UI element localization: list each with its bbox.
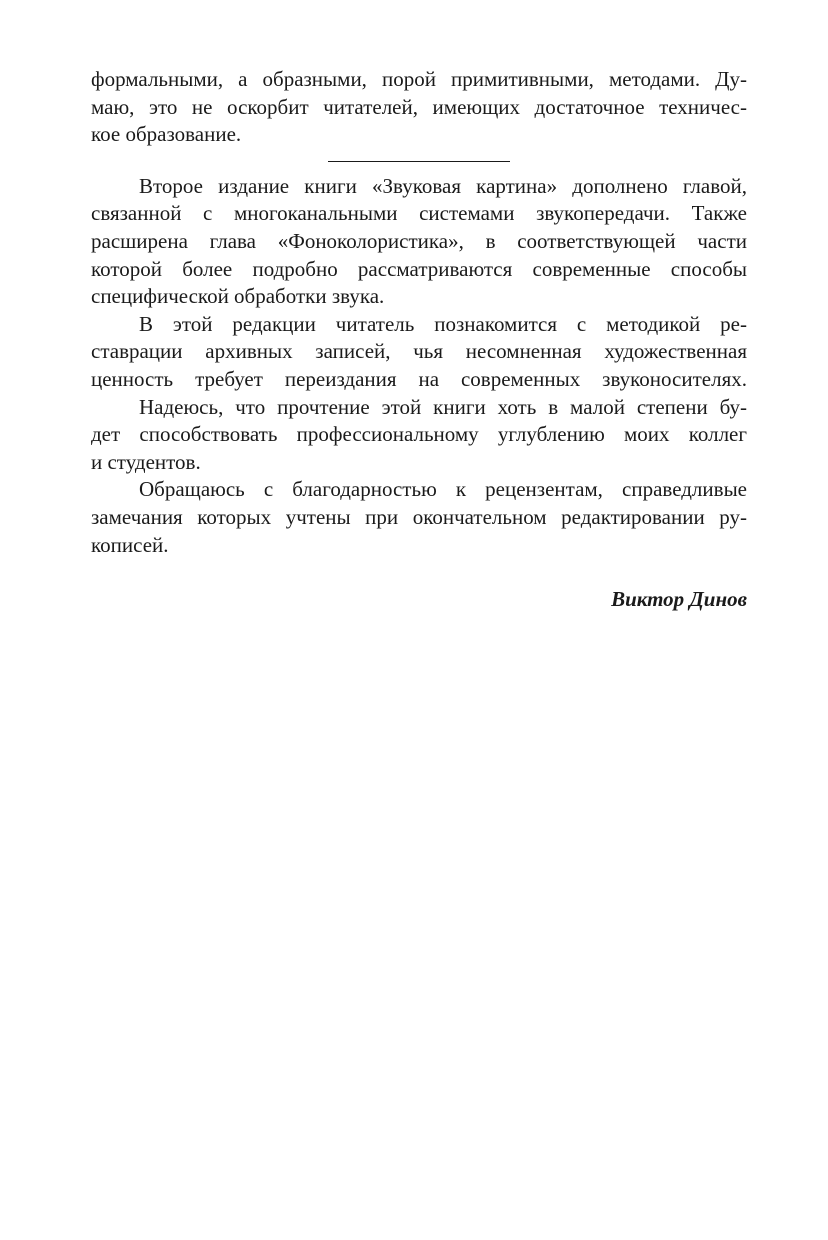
paragraph <box>91 476 747 559</box>
text-line: дет способствовать профессиональному углублению моих коллег <box>91 422 747 447</box>
text-line: ставрации архивных записей, чья несомненная художественная <box>91 339 747 364</box>
text-line: которой более подробно рассматриваются современные способы <box>91 256 747 281</box>
author-signature: Виктор Динов <box>611 587 747 612</box>
text-line: расширена глава «Фоноколористика», в соответствующей части <box>91 228 747 253</box>
text-line: кое образование. <box>91 122 242 147</box>
text-line: ценность требует переиздания на современных звуконосителях. <box>91 366 747 391</box>
text-line: замечания которых учтены при окончательном редактировании ру- <box>91 504 747 529</box>
text-line: кописей. <box>91 532 169 557</box>
text-line: связанной с многоканальными системами звукопередачи. Также <box>91 201 747 226</box>
text-line: Второе издание книги «Звуковая картина» дополнено главой, <box>139 173 747 198</box>
text-line: формальными, а образными, порой примитивными, методами. Ду- <box>91 67 747 91</box>
continuation-paragraph <box>91 66 747 149</box>
text-line: Обращаюсь с благодарностью к рецензентам, справедливые <box>139 477 747 502</box>
text-line: В этой редакции читатель познакомится с методикой ре- <box>139 311 747 336</box>
section-divider <box>328 161 510 162</box>
text-line: и студентов. <box>91 449 201 474</box>
paragraph <box>91 394 747 477</box>
paragraph <box>91 173 747 311</box>
text-line: маю, это не оскорбит читателей, имеющих достаточное техничес- <box>91 94 747 119</box>
document-page <box>91 66 747 614</box>
paragraph <box>91 311 747 394</box>
text-line: специфической обработки звука. <box>91 284 385 309</box>
text-line: Надеюсь, что прочтение этой книги хоть в малой степени бу- <box>139 394 747 419</box>
